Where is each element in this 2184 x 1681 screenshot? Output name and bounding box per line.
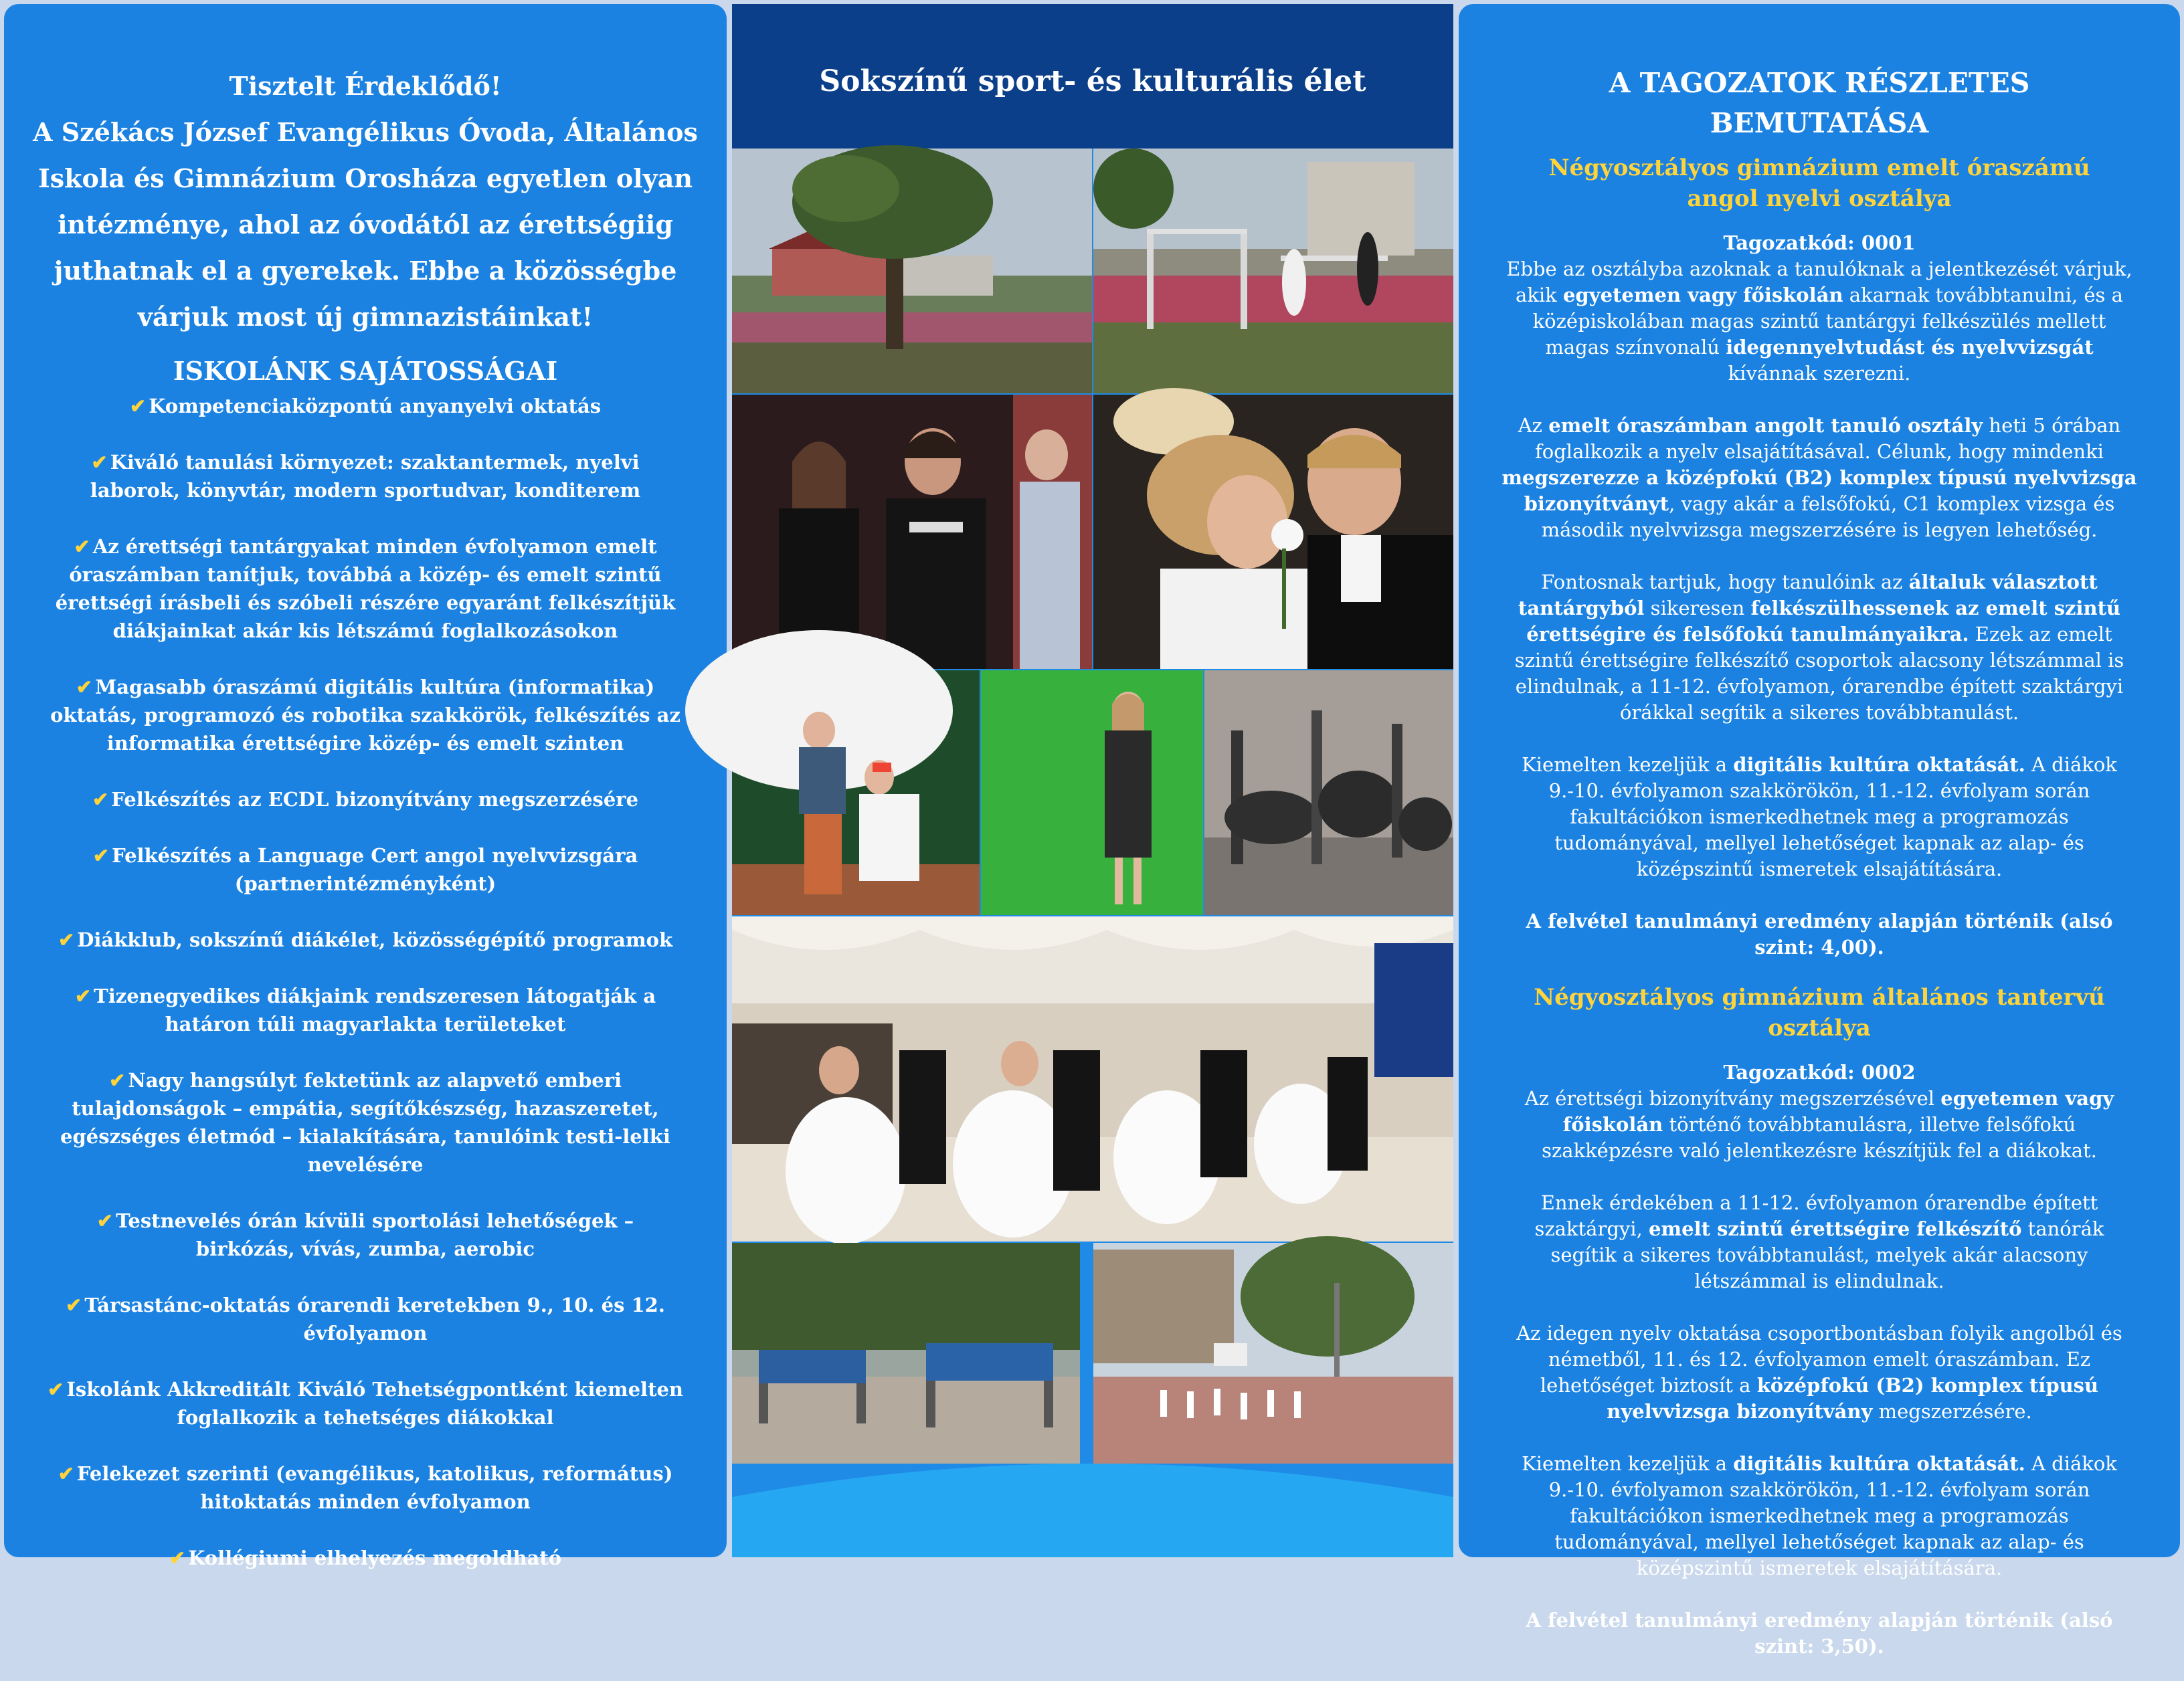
middle-header bbox=[732, 4, 1453, 149]
feature-item bbox=[44, 448, 687, 504]
photo-prom-couple bbox=[1093, 395, 1453, 669]
section2-paragraph: Kiemelten kezeljük a digitális kultúra oktatását. A diákok 9.-10. évfolyamon szakkörökön, 11.-12. évfolyam során fakultációkon ismerkedhetnek meg a programozás tudományával, mellyel lehetőséget kapnak az alap- és középszintű ismeretek elsajátítására. bbox=[1522, 1452, 2117, 1579]
feature-text: Testnevelés órán kívüli sportolási lehetőségek – birkózás, vívás, zumba, aerobic bbox=[116, 1209, 634, 1260]
photo-outdoor-gym bbox=[1093, 149, 1453, 393]
feature-text: Kollégiumi elhelyezés megoldható bbox=[188, 1547, 562, 1569]
intro-text bbox=[31, 63, 700, 340]
feature-item bbox=[44, 1066, 687, 1179]
feature-text: Felkészítés a Language Cert angol nyelvvizsgára (partnerintézményként) bbox=[112, 844, 638, 895]
feature-item bbox=[44, 1291, 687, 1347]
section2-paragraph: Az idegen nyelv oktatása csoportbontásban folyik angolból és németből, 11. és 12. évfolyamon emelt óraszámban. Ez lehetőséget biztosít a középfokú (B2) komplex típusú nyelvvizsga bizonyítvány megszerzésére. bbox=[1516, 1322, 2122, 1423]
check-icon: ✔ bbox=[74, 985, 92, 1007]
section2-paragraph: Az érettségi bizonyítvány megszerzésével egyetemen vagy főiskolán történő továbbtanulásra, illetve felsőfokú szakképzésre való jelentkezésre készítjük fel a diákokat. bbox=[1524, 1087, 2114, 1162]
feature-text: Felkészítés az ECDL bizonyítvány megszerzésére bbox=[111, 788, 639, 811]
feature-item bbox=[44, 1375, 687, 1431]
features-title: ISKOLÁNK SAJÁTOSSÁGAI bbox=[173, 356, 558, 386]
feature-text: Az érettségi tantárgyakat minden évfolyamon emelt óraszámban tanítjuk, továbbá a közép- és emelt szintű érettségi írásbeli és szóbeli részére egyaránt felkészítjük diákjainkat akár kis létszámú foglalkozásokon bbox=[55, 535, 676, 642]
check-icon: ✔ bbox=[48, 1378, 64, 1401]
right-content bbox=[1499, 63, 2140, 1681]
check-icon: ✔ bbox=[129, 395, 147, 417]
feature-text: Nagy hangsúlyt fektetünk az alapvető emberi tulajdonságok – empátia, segítőkészség, hazaszeretet, egészséges életmód – kialakítására, tanulóink testi-lelki nevelésére bbox=[60, 1069, 670, 1176]
section1-paragraph: Az emelt óraszámban angolt tanuló osztály heti 5 órában foglalkozik a nyelv elsajátításával. Célunk, hogy mindenki megszerezze a középfokú (B2) komplex típusú nyelvvizsga bizonyítványt, vagy akár a felsőfokú, C1 komplex vizsga és második nyelvvizsga megszerzésére is legyen lehetőség. bbox=[1502, 414, 2137, 541]
feature-text: Iskolánk Akkreditált Kiváló Tehetségpontként kiemelten foglalkozik a tehetséges diákokkal bbox=[66, 1378, 683, 1429]
feature-item bbox=[44, 1460, 687, 1516]
feature-text: Diákklub, sokszínű diákélet, közösségépítő programok bbox=[77, 928, 673, 951]
check-icon: ✔ bbox=[76, 676, 93, 698]
photo-sports-field bbox=[1093, 1243, 1453, 1464]
photo-theatre-students bbox=[732, 395, 1092, 669]
feature-item bbox=[44, 982, 687, 1038]
section1-admission: A felvétel tanulmányi eredmény alapján történik (alsó szint: 4,00). bbox=[1526, 910, 2113, 959]
feature-text: Kiváló tanulási környezet: szaktantermek, nyelvi laborok, könyvtár, modern sportudvar, konditerem bbox=[90, 451, 641, 502]
section1-paragraph: Kiemelten kezeljük a digitális kultúra oktatását. A diákok 9.-10. évfolyamon szakkörökön, 11.-12. évfolyam során fakultációkon ismerkedhetnek meg a programozás tudományával, mellyel lehetőséget kapnak az alap- és középszintű ismeretek elsajátítására. bbox=[1522, 753, 2117, 880]
check-icon: ✔ bbox=[169, 1547, 186, 1569]
photo-park bbox=[732, 149, 1092, 393]
intro-line: juthatnak el a gyerekek. Ebbe a közösségbe bbox=[54, 256, 677, 286]
feature-item bbox=[44, 392, 687, 420]
section1-paragraph: Ebbe az osztályba azoknak a tanulóknak a jelentkezését várjuk, akik egyetemen vagy főiskolán akarnak továbbtanulni, és a középiskolában magas szintű tantárgyi felkészülés mellett magas színvonalú idegennyelvtudást és nyelvvizsgát kívánnak szerezni. bbox=[1506, 258, 2132, 385]
check-icon: ✔ bbox=[58, 1462, 74, 1485]
section2-code: Tagozatkód: 0002 bbox=[1723, 1061, 1916, 1084]
photo-stage-play bbox=[732, 670, 980, 915]
feature-text: Kompetenciaközpontú anyanyelvi oktatás bbox=[149, 395, 602, 417]
left-panel bbox=[4, 4, 727, 1569]
check-icon: ✔ bbox=[92, 788, 109, 811]
section2-heading: Négyosztályos gimnázium általános tantervű osztálya bbox=[1534, 984, 2105, 1042]
feature-text: Tizenegyedikes diákjaink rendszeresen látogatják a határon túli magyarlakta területeket bbox=[94, 985, 656, 1035]
features-list bbox=[44, 392, 687, 1600]
intro-line: A Székács József Evangélikus Óvoda, Általános bbox=[33, 117, 698, 147]
feature-item bbox=[44, 1207, 687, 1263]
photo-greenscreen bbox=[981, 670, 1203, 915]
feature-item bbox=[44, 673, 687, 757]
middle-title: Sokszínű sport- és kulturális élet bbox=[819, 64, 1366, 98]
check-icon: ✔ bbox=[91, 451, 108, 474]
check-icon: ✔ bbox=[109, 1069, 126, 1092]
photo-fitness-room bbox=[1204, 670, 1453, 915]
check-icon: ✔ bbox=[58, 928, 75, 951]
intro-line: Iskola és Gimnázium Orosháza egyetlen olyan bbox=[37, 163, 693, 193]
section1-code: Tagozatkód: 0001 bbox=[1723, 231, 1916, 254]
section1-heading bbox=[1499, 153, 2140, 214]
wave-decoration bbox=[732, 1450, 1453, 1557]
feature-text: Felekezet szerinti (evangélikus, katolikus, református) hitoktatás minden évfolyamon bbox=[76, 1462, 673, 1513]
section1-heading-line1: Négyosztályos gimnázium emelt óraszámú bbox=[1548, 155, 2090, 181]
middle-panel bbox=[732, 4, 1453, 1557]
right-panel bbox=[1459, 4, 2180, 1658]
photo-ballroom-dance bbox=[732, 916, 1453, 1242]
feature-text: Magasabb óraszámú digitális kultúra (informatika) oktatás, programozó és robotika szakkörök, felkészítés az informatika érettségire közép- és emelt szinten bbox=[50, 676, 680, 755]
section1-paragraph: Fontosnak tartjuk, hogy tanulóink az általuk választott tantárgyból sikeresen felkészülhessenek az emelt szintű érettségire és felsőfokú tanulmányaikra. Ezek az emelt szintű érettségire felkészítő csoportok alacsony létszámmal is elindulnak, a 11-12. évfolyamon, órarendbe épített szaktárgyi órákkal segítik a sikeres továbbtanulást. bbox=[1514, 571, 2124, 724]
feature-item bbox=[44, 785, 687, 813]
intro-line: intézménye, ahol az óvodától az érettségiig bbox=[58, 209, 673, 239]
feature-text: Társastánc-oktatás órarendi keretekben 9., 10. és 12. évfolyamon bbox=[84, 1294, 665, 1345]
right-title: A TAGOZATOK RÉSZLETES BEMUTATÁSA bbox=[1609, 67, 2030, 139]
feature-item bbox=[44, 842, 687, 898]
feature-item bbox=[44, 926, 687, 954]
photo-courtyard-tables bbox=[732, 1243, 1080, 1464]
intro-line: várjuk most új gimnazistáinkat! bbox=[137, 302, 594, 332]
check-icon: ✔ bbox=[96, 1209, 114, 1232]
intro-greeting: Tisztelt Érdeklődő! bbox=[229, 71, 502, 101]
section2-paragraph: Ennek érdekében a 11-12. évfolyamon órarendbe épített szaktárgyi, emelt szintű érettségire felkészítő tanórák segítik a sikeres továbbtanulást, melyek akár alacsony létszámmal is elindulnak. bbox=[1534, 1191, 2104, 1292]
check-icon: ✔ bbox=[66, 1294, 82, 1316]
feature-item bbox=[44, 1544, 687, 1572]
feature-item bbox=[44, 532, 687, 645]
section1-heading-line2: angol nyelvi osztálya bbox=[1687, 185, 1952, 212]
check-icon: ✔ bbox=[74, 535, 90, 558]
check-icon: ✔ bbox=[92, 844, 110, 867]
section2-admission: A felvétel tanulmányi eredmény alapján történik (alsó szint: 3,50). bbox=[1526, 1609, 2113, 1658]
